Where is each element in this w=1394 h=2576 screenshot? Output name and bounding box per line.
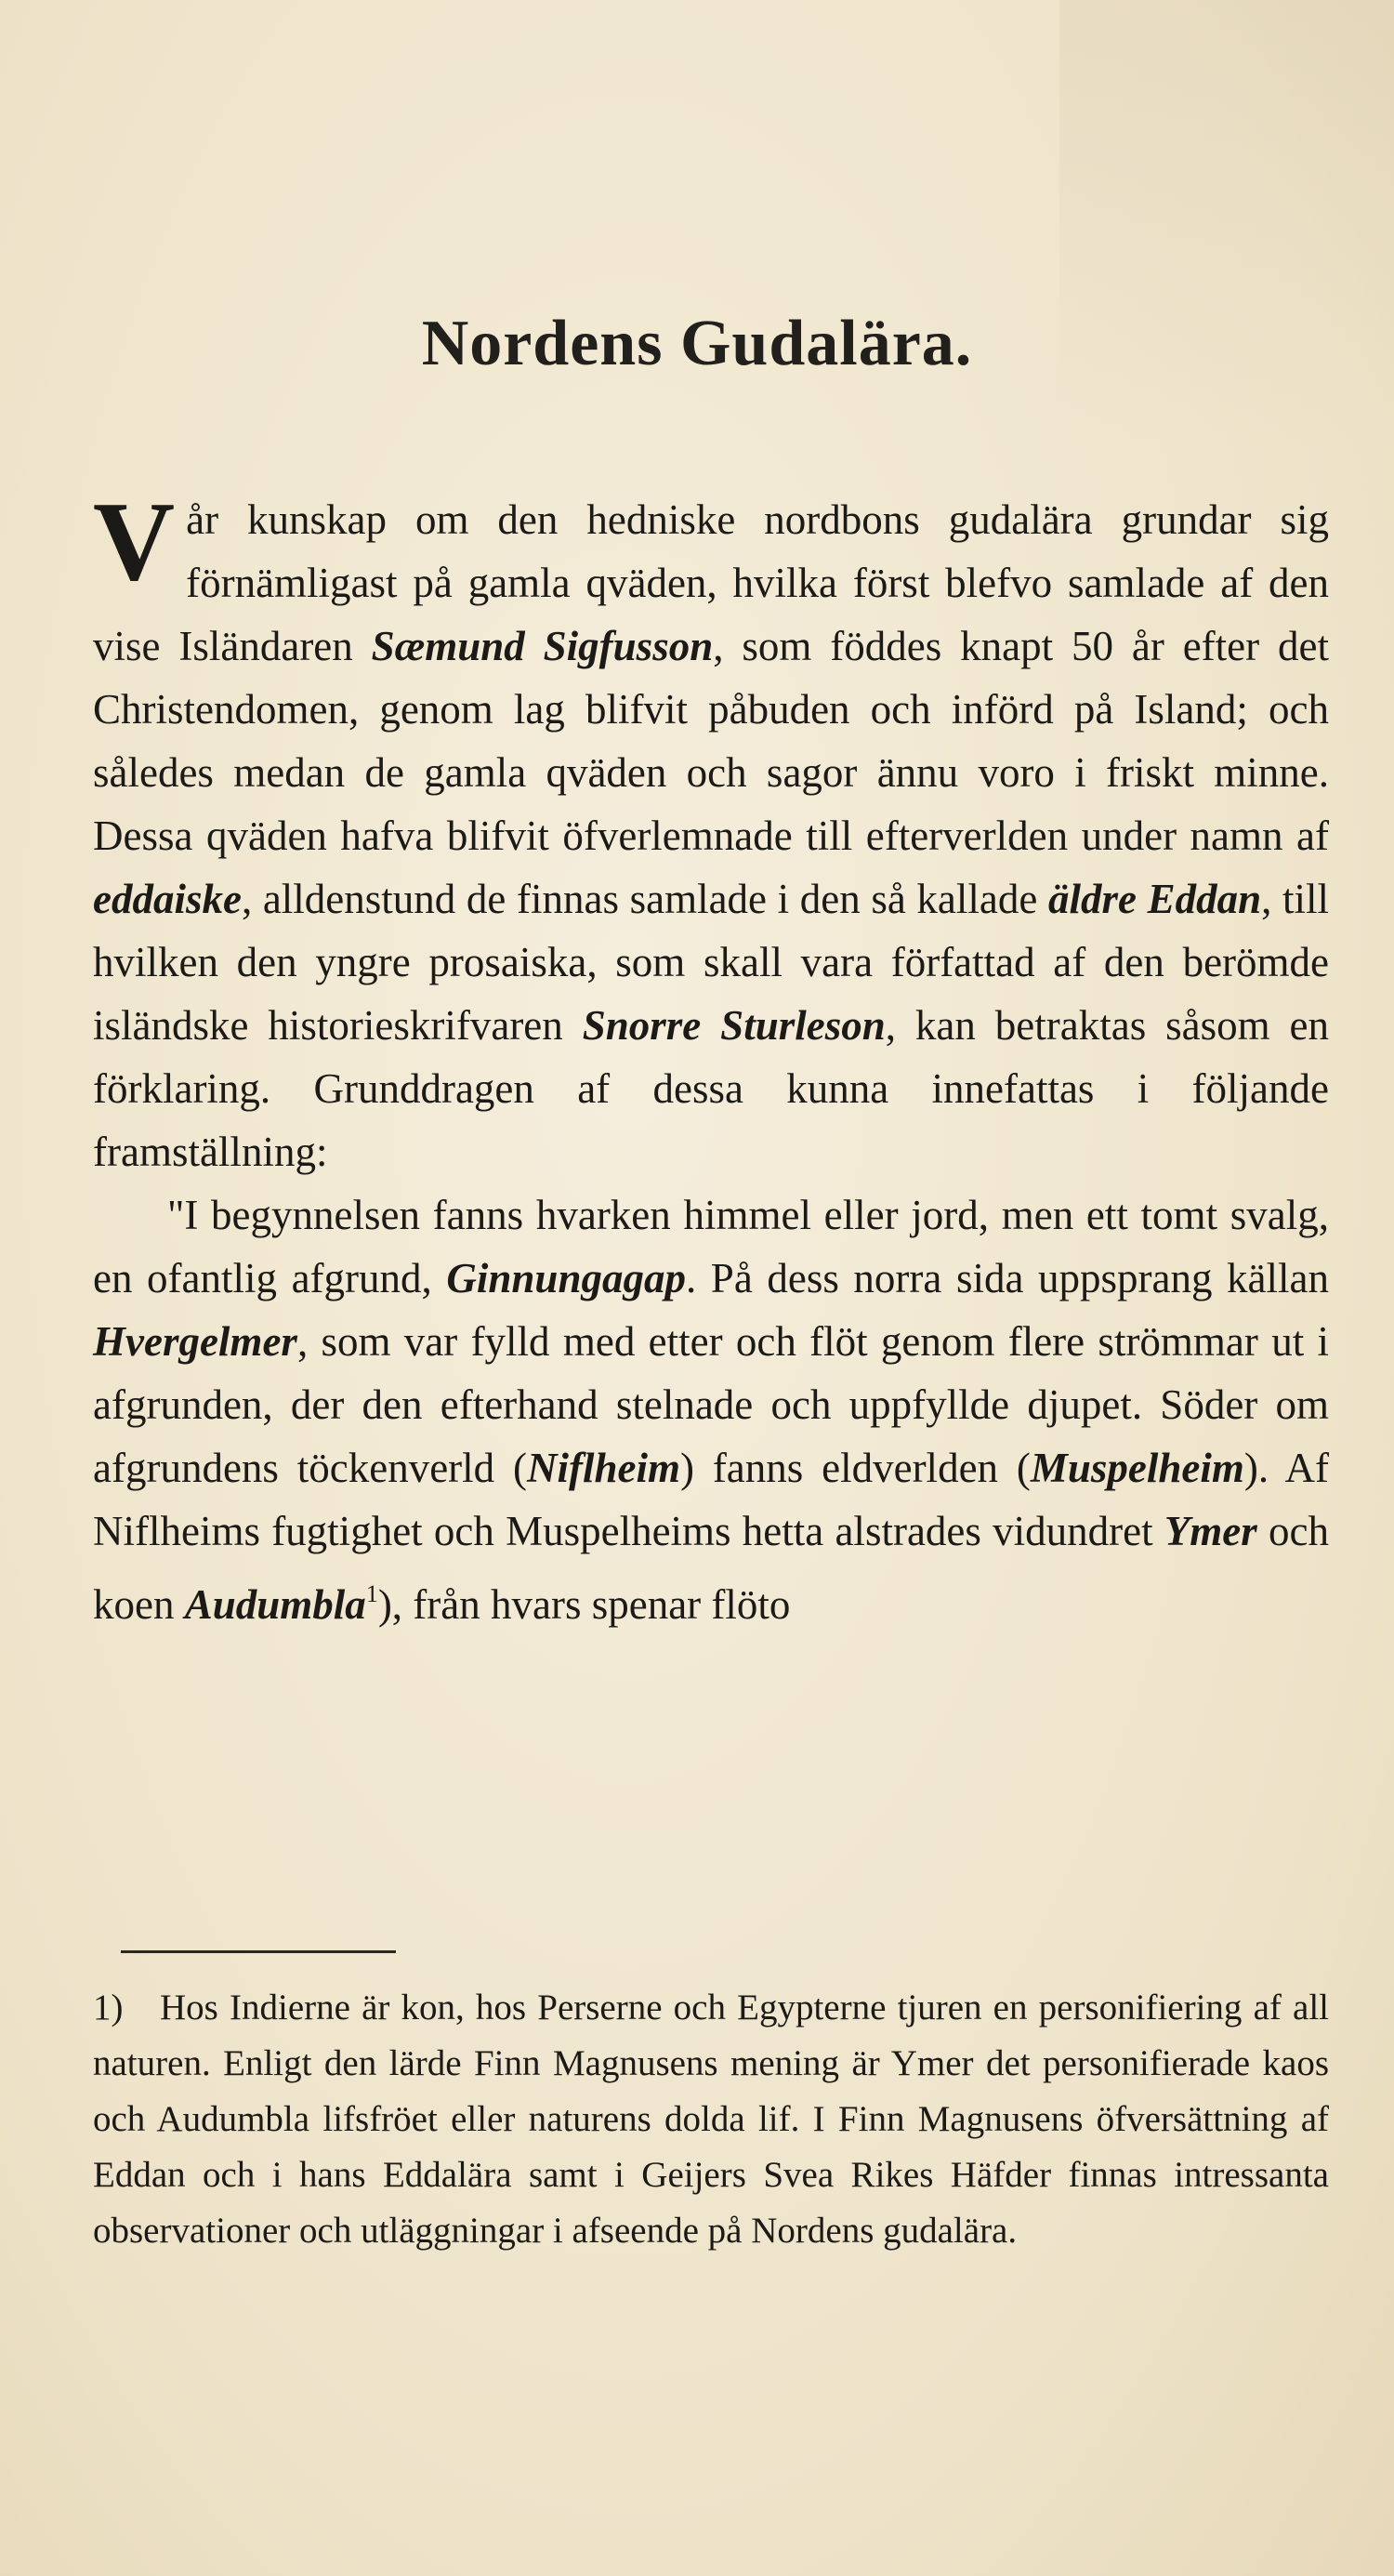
term-ginnungagap: Ginnungagap [446,1255,686,1301]
term-muspelheim: Muspelheim [1030,1445,1244,1491]
term-niflheim: Niflheim [527,1445,680,1491]
paragraph-1: Vår kunskap om den hedniske nordbons gudalära grundar sig förnämligast på gamla qväden, hvilka först blefvo samlade af den vise Isländaren Sæmund Sigfusson, som föddes knapt 50 år efter det Christendomen, genom lag blifvit påbuden och införd på Island; och således medan de gamla qväden och sagor ännu voro i friskt minne. Dessa qväden hafva blifvit öfverlemnade till efterverlden under namn af eddaiske, alldenstund de finnas samlade i den så kallade äldre Eddan, till hvilken den yngre prosaiska, som skall vara författad af den berömde isländske historieskrifvaren Snorre Sturleson, kan betraktas såsom en förklaring. Grunddragen af dessa kunna innefattas i följande framställning: [93,479,1330,1175]
term-hvergelmer: Hvergelmer [93,1318,297,1365]
footnote-ref: 1 [365,1580,378,1607]
term-ymer: Ymer [1164,1508,1257,1554]
name-snorre: Snorre Sturleson [582,1002,886,1049]
footnote [93,1980,1329,2259]
paragraph-2: "I begynnelsen fanns hvarken himmel eller jord, men ett tomt svalg, en ofantlig afgrund, Ginnungagap. På dess norra sida uppsprang källan Hvergelmer, som var fylld med etter och flöt genom flere strömmar ut i afgrunden, der den efterhand stelnade och uppfyllde djupet. Söder om afgrundens töckenverld (Niflheim) fanns eldverlden (Muspelheim). Af Niflheims fugtighet och Muspelheims hetta alstrades vidundret Ymer och koen Audumbla$^1$), från hvars spenar flöto [93,1192,1329,1628]
term-eddaiske: eddaiske [93,876,242,922]
footnote-divider [121,1950,396,1953]
term-audumbla: Audumbla [184,1581,366,1628]
term-aldre-eddan: äldre Eddan [1047,876,1262,922]
name-saemund: Sæmund Sigfusson [371,623,714,669]
drop-cap: V [93,479,176,604]
page-title: Nordens Gudalära. [421,308,973,379]
main-text [93,479,1330,1636]
footnote-text: Hos Indierne är kon, hos Perserne och Egypterne tjuren en personifiering af all naturen. Enligt den lärde Finn Magnusens mening är Ymer det personifierade kaos och Audumbla lifsfröet eller naturens dolda lif. I Finn Magnusens öfversättning af Eddan och i hans Eddalära samt i Geijers Svea Rikes Häfder finnas intressanta observationer och utläggningar i afseende på Nordens gudalära. [93,1988,1329,2251]
footnote-mark: 1) [93,1988,124,2028]
